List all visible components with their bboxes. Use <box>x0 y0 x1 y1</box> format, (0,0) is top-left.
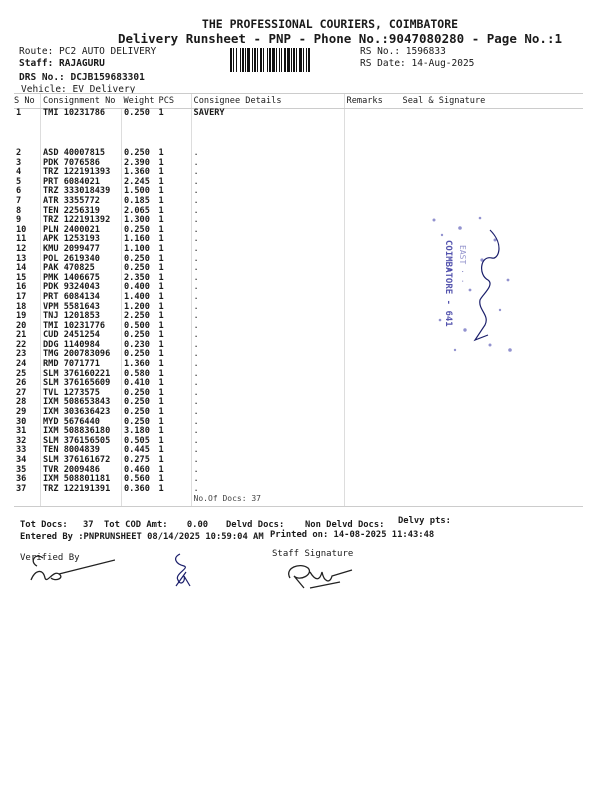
row-consignee-details: . <box>191 341 344 351</box>
row-pcs: 1 <box>158 339 164 350</box>
row-consignment-no: PDK 9324043 <box>41 283 122 293</box>
row-seal <box>389 149 583 159</box>
row-sno: 3 <box>16 157 22 168</box>
table-footer-cell <box>41 494 122 507</box>
table-header-row <box>14 94 583 109</box>
row-weight: 2.350 <box>122 274 157 284</box>
col-remarks: Remarks <box>344 94 389 109</box>
row-consignee-details: . <box>191 466 344 476</box>
row-pcs: 1 <box>158 167 164 178</box>
row-remarks <box>344 187 389 197</box>
row-consignment-no: TEN 8004839 <box>41 446 122 456</box>
row-consignment-no: VPM 5581643 <box>41 303 122 313</box>
row-sno: 37 <box>16 483 27 494</box>
row-remarks <box>344 360 389 370</box>
row-remarks <box>344 341 389 351</box>
row-consignment-no: CUD 2451254 <box>41 331 122 341</box>
stamp-text: COIMBATORE - 641 <box>443 240 453 327</box>
row-remarks <box>344 207 389 217</box>
row-consignee-details: . <box>191 379 344 389</box>
row-pcs: 1 <box>158 474 164 485</box>
row-sno: 2 <box>16 148 22 158</box>
row-remarks <box>344 312 389 322</box>
row-sno: 4 <box>16 167 22 178</box>
row-weight: 0.400 <box>122 283 157 293</box>
row-sno: 11 <box>16 234 27 245</box>
row-consignee-details: . <box>191 331 344 341</box>
row-weight: 0.560 <box>122 475 157 485</box>
row-consignee-details: . <box>191 187 344 197</box>
row-sno: 8 <box>16 205 22 216</box>
row-consignment-no: TMI 10231786 <box>41 109 122 150</box>
row-consignment-no: TVL 1273575 <box>41 389 122 399</box>
row-seal <box>389 418 583 428</box>
row-sno: 34 <box>16 455 27 465</box>
approver-signature <box>168 552 198 590</box>
drs-number: DRS No.: DCJB159683301 <box>19 72 145 83</box>
row-weight: 0.250 <box>122 331 157 341</box>
row-sno: 21 <box>16 330 27 341</box>
row-consignment-no: PRT 6084134 <box>41 293 122 303</box>
row-remarks <box>344 168 389 178</box>
col-seal: Seal & Signature <box>389 94 583 109</box>
row-consignment-no: ATR 3355772 <box>41 197 122 207</box>
row-consignee-details: . <box>191 350 344 360</box>
row-pcs: 1 <box>158 215 164 226</box>
row-consignee-details: . <box>191 427 344 437</box>
row-consignment-no: SLM 376165609 <box>41 379 122 389</box>
table-footer-cell <box>14 494 41 507</box>
row-sno: 26 <box>16 378 27 389</box>
row-pcs: 1 <box>158 426 164 437</box>
row-consignee-details: . <box>191 207 344 217</box>
row-remarks <box>344 216 389 226</box>
row-pcs: 1 <box>158 320 164 331</box>
row-sno: 28 <box>16 397 27 408</box>
row-pcs: 1 <box>158 483 164 494</box>
runsheet-subtitle: Delivery Runsheet - PNP - Phone No.:9047080280 - Page No.:1 <box>117 31 562 46</box>
row-sno: 15 <box>16 272 27 283</box>
row-consignee-details: . <box>191 370 344 380</box>
row-consignment-no: TRZ 122191391 <box>41 485 122 495</box>
row-seal <box>389 475 583 485</box>
row-pcs: 1 <box>158 359 164 370</box>
row-pcs: 1 <box>158 464 164 475</box>
row-remarks <box>344 466 389 476</box>
row-consignment-no: PDK 7076586 <box>41 159 122 169</box>
row-consignment-no: PAK 470825 <box>41 264 122 274</box>
row-pcs: 1 <box>158 311 164 322</box>
row-consignee-details: . <box>191 245 344 255</box>
row-pcs: 1 <box>158 445 164 456</box>
row-seal <box>389 109 583 150</box>
row-consignee-details: . <box>191 360 344 370</box>
row-weight: 0.460 <box>122 466 157 476</box>
tot-cod <box>104 520 208 530</box>
row-pcs: 1 <box>158 176 164 187</box>
table-row <box>14 109 583 150</box>
row-weight: 1.300 <box>122 216 157 226</box>
stamp-text: EAST · · <box>458 245 467 284</box>
row-consignee-details: . <box>191 178 344 188</box>
delvd-docs-label: Delvd Docs: <box>226 520 285 530</box>
printed-on: Printed on: 14-08-2025 11:43:48 <box>270 530 435 540</box>
row-weight: 1.500 <box>122 187 157 197</box>
row-remarks <box>344 379 389 389</box>
row-pcs: 1 <box>158 455 164 465</box>
row-sno: 24 <box>16 359 27 370</box>
row-sno: 32 <box>16 435 27 446</box>
row-pcs: 1 <box>158 435 164 446</box>
row-consignee-details: . <box>191 264 344 274</box>
row-weight: 0.250 <box>122 408 157 418</box>
row-remarks <box>344 408 389 418</box>
rs-number: RS No.: 1596833 <box>360 46 446 57</box>
row-weight: 0.410 <box>122 379 157 389</box>
row-consignee-details: . <box>191 312 344 322</box>
table-footer-cell <box>389 494 583 507</box>
row-seal <box>389 437 583 447</box>
row-seal <box>389 485 583 495</box>
row-consignment-no: TMI 10231776 <box>41 322 122 332</box>
row-consignment-no: TVR 2009486 <box>41 466 122 476</box>
row-sno: 27 <box>16 387 27 398</box>
row-weight: 0.445 <box>122 446 157 456</box>
row-sno: 25 <box>16 368 27 379</box>
delivery-stamp <box>420 200 530 360</box>
row-remarks <box>344 303 389 313</box>
row-pcs: 1 <box>158 397 164 408</box>
handwritten-signature <box>475 230 499 340</box>
company-title: THE PROFESSIONAL COURIERS, COIMBATORE <box>201 17 459 31</box>
delvy-pts-label: Delvy pts: <box>398 516 451 526</box>
row-seal <box>389 168 583 178</box>
row-sno: 36 <box>16 474 27 485</box>
row-consignment-no: DDG 1140984 <box>41 341 122 351</box>
row-pcs: 1 <box>158 282 164 293</box>
row-sno: 30 <box>16 416 27 427</box>
row-pcs: 1 <box>158 387 164 398</box>
row-sno: 23 <box>16 349 27 360</box>
row-pcs: 1 <box>158 243 164 254</box>
row-weight: 0.360 <box>122 485 157 495</box>
row-consignment-no: TNJ 1201853 <box>41 312 122 322</box>
rs-date: RS Date: 14-Aug-2025 <box>360 58 475 69</box>
row-consignee-details: . <box>191 322 344 332</box>
row-seal <box>389 370 583 380</box>
row-pcs: 1 <box>158 195 164 206</box>
row-remarks <box>344 109 389 150</box>
row-consignment-no: TRZ 122191393 <box>41 168 122 178</box>
row-sno: 13 <box>16 253 27 264</box>
row-pcs: 1 <box>158 234 164 245</box>
table-footer-cell <box>344 494 389 507</box>
row-sno: 6 <box>16 186 22 197</box>
verifier-signature <box>25 550 115 590</box>
row-weight: 0.500 <box>122 322 157 332</box>
row-remarks <box>344 418 389 428</box>
row-sno: 7 <box>16 195 22 206</box>
row-consignment-no: TEN 2256319 <box>41 207 122 217</box>
row-remarks <box>344 178 389 188</box>
row-remarks <box>344 446 389 456</box>
row-weight: 0.250 <box>122 389 157 399</box>
col-weight: Weight <box>122 94 157 109</box>
row-seal <box>389 446 583 456</box>
row-remarks <box>344 255 389 265</box>
row-consignee-details: . <box>191 398 344 408</box>
row-consignee-details: . <box>191 293 344 303</box>
row-consignment-no: PLN 2400021 <box>41 226 122 236</box>
staff-label: Staff: RAJAGURU <box>19 58 105 69</box>
row-remarks <box>344 322 389 332</box>
col-consignee: Consignee Details <box>191 94 344 109</box>
row-consignee-details: . <box>191 446 344 456</box>
row-pcs: 1 <box>158 253 164 264</box>
route-label: Route: PC2 AUTO DELIVERY <box>19 46 157 57</box>
row-consignment-no: MYD 5676440 <box>41 418 122 428</box>
row-weight: 0.230 <box>122 341 157 351</box>
row-remarks <box>344 389 389 399</box>
row-consignment-no: ASD 40007815 <box>41 149 122 159</box>
row-weight: 3.180 <box>122 427 157 437</box>
row-remarks <box>344 370 389 380</box>
row-weight: 0.250 <box>122 149 157 159</box>
row-sno: 14 <box>16 263 27 274</box>
row-consignment-no: PMK 1406675 <box>41 274 122 284</box>
row-consignee-details: . <box>191 226 344 236</box>
row-consignee-details: . <box>191 168 344 178</box>
row-remarks <box>344 456 389 466</box>
row-seal <box>389 187 583 197</box>
row-sno: 35 <box>16 464 27 475</box>
row-consignee-details: . <box>191 456 344 466</box>
row-weight: 0.505 <box>122 437 157 447</box>
row-seal <box>389 389 583 399</box>
verified-by-label: Verified By <box>20 553 80 563</box>
row-pcs: 1 <box>158 224 164 235</box>
row-consignment-no: TMG 200783096 <box>41 350 122 360</box>
row-remarks <box>344 293 389 303</box>
row-pcs: 1 <box>158 157 164 168</box>
non-delvd-docs-label: Non Delvd Docs: <box>305 520 385 530</box>
row-weight: 0.250 <box>122 255 157 265</box>
row-consignee-details: . <box>191 475 344 485</box>
row-consignment-no: POL 2619340 <box>41 255 122 265</box>
row-pcs: 1 <box>158 272 164 283</box>
row-remarks <box>344 149 389 159</box>
row-sno: 18 <box>16 301 27 312</box>
tot-cod-label: Tot COD Amt: <box>104 520 168 530</box>
row-weight: 1.400 <box>122 293 157 303</box>
tot-docs-value: 37 <box>82 520 94 530</box>
row-weight: 0.580 <box>122 370 157 380</box>
row-weight: 0.250 <box>122 226 157 236</box>
row-seal <box>389 466 583 476</box>
row-remarks <box>344 245 389 255</box>
row-weight: 2.065 <box>122 207 157 217</box>
row-consignee-details: . <box>191 437 344 447</box>
row-consignment-no: IXM 508801181 <box>41 475 122 485</box>
col-sno: S No <box>14 94 41 109</box>
row-weight: 0.250 <box>122 350 157 360</box>
row-consignee-details: . <box>191 418 344 428</box>
row-consignment-no: SLM 376156505 <box>41 437 122 447</box>
row-consignment-no: IXM 508836180 <box>41 427 122 437</box>
row-pcs: 1 <box>158 186 164 197</box>
row-remarks <box>344 475 389 485</box>
row-consignee-details: . <box>191 255 344 265</box>
staff-signature-label: Staff Signature <box>272 549 354 559</box>
row-consignee-details: SAVERY <box>191 109 344 150</box>
row-pcs: 1 <box>158 378 164 389</box>
row-weight: 1.160 <box>122 235 157 245</box>
staff-signature <box>280 558 355 592</box>
row-sno: 22 <box>16 339 27 350</box>
row-consignment-no: IXM 303636423 <box>41 408 122 418</box>
entered-by: Entered By :PNPRUNSHEET 08/14/2025 10:59:04 AM <box>20 532 264 542</box>
vehicle-label: Vehicle: EV Delivery <box>21 84 136 95</box>
row-remarks <box>344 437 389 447</box>
table-footer-cell <box>157 494 192 507</box>
row-pcs: 1 <box>158 349 164 360</box>
row-consignment-no: KMU 2099477 <box>41 245 122 255</box>
row-consignment-no: IXM 508653843 <box>41 398 122 408</box>
row-weight: 0.250 <box>122 264 157 274</box>
row-weight: 0.250 <box>122 418 157 428</box>
row-pcs: 1 <box>158 301 164 312</box>
row-consignment-no: RMD 7071771 <box>41 360 122 370</box>
row-consignee-details: . <box>191 303 344 313</box>
row-weight: 2.250 <box>122 312 157 322</box>
row-consignee-details: . <box>191 283 344 293</box>
row-remarks <box>344 427 389 437</box>
row-remarks <box>344 264 389 274</box>
row-consignee-details: . <box>191 389 344 399</box>
row-consignee-details: . <box>191 235 344 245</box>
table-row <box>14 485 583 495</box>
row-weight: 0.250 <box>122 109 157 150</box>
row-weight: 1.360 <box>122 168 157 178</box>
row-pcs: 1 <box>158 263 164 274</box>
row-pcs: 1 <box>158 330 164 341</box>
row-sno: 5 <box>16 176 22 187</box>
row-sno: 1 <box>16 108 22 118</box>
row-consignee-details: . <box>191 197 344 207</box>
row-weight: 0.250 <box>122 398 157 408</box>
col-consignment: Consignment No <box>41 94 122 109</box>
row-pcs: 1 <box>158 148 164 158</box>
tot-docs-label: Tot Docs: <box>20 520 68 530</box>
row-consignment-no: SLM 376161672 <box>41 456 122 466</box>
row-sno: 9 <box>16 215 22 226</box>
row-remarks <box>344 350 389 360</box>
tot-cod-value: 0.00 <box>186 520 209 530</box>
row-remarks <box>344 274 389 284</box>
row-consignment-no: TRZ 333018439 <box>41 187 122 197</box>
row-remarks <box>344 159 389 169</box>
row-remarks <box>344 197 389 207</box>
row-consignee-details: . <box>191 149 344 159</box>
row-pcs: 1 <box>158 407 164 418</box>
row-seal <box>389 398 583 408</box>
row-remarks <box>344 235 389 245</box>
row-sno: 17 <box>16 291 27 302</box>
row-consignment-no: PRT 6084021 <box>41 178 122 188</box>
no-of-docs: No.Of Docs: 37 <box>191 494 344 507</box>
row-consignee-details: . <box>191 274 344 284</box>
row-consignee-details: . <box>191 216 344 226</box>
row-pcs: 1 <box>158 108 164 118</box>
row-remarks <box>344 283 389 293</box>
row-pcs: 1 <box>158 416 164 427</box>
row-remarks <box>344 398 389 408</box>
row-consignment-no: TRZ 122191392 <box>41 216 122 226</box>
row-weight: 1.200 <box>122 303 157 313</box>
row-pcs: 1 <box>158 205 164 216</box>
row-remarks <box>344 485 389 495</box>
row-consignment-no: APK 1253193 <box>41 235 122 245</box>
row-sno: 10 <box>16 224 27 235</box>
row-seal <box>389 379 583 389</box>
row-sno: 29 <box>16 407 27 418</box>
row-weight: 1.100 <box>122 245 157 255</box>
table-footer-row <box>14 494 583 507</box>
row-seal <box>389 360 583 370</box>
row-sno: 20 <box>16 320 27 331</box>
row-sno: 19 <box>16 311 27 322</box>
row-seal <box>389 408 583 418</box>
row-sno: 12 <box>16 243 27 254</box>
row-weight: 2.245 <box>122 178 157 188</box>
col-pcs: PCS <box>157 94 192 109</box>
row-seal <box>389 427 583 437</box>
row-remarks <box>344 226 389 236</box>
row-consignment-no: SLM 376160221 <box>41 370 122 380</box>
row-seal <box>389 159 583 169</box>
row-weight: 2.390 <box>122 159 157 169</box>
row-weight: 0.185 <box>122 197 157 207</box>
row-sno: 33 <box>16 445 27 456</box>
barcode-bar <box>308 48 310 72</box>
row-pcs: 1 <box>158 368 164 379</box>
row-remarks <box>344 331 389 341</box>
row-seal <box>389 178 583 188</box>
table-footer-cell <box>122 494 157 507</box>
row-consignee-details: . <box>191 159 344 169</box>
tot-docs <box>20 520 94 530</box>
row-pcs: 1 <box>158 291 164 302</box>
row-weight: 0.275 <box>122 456 157 466</box>
row-sno: 16 <box>16 282 27 293</box>
row-seal <box>389 456 583 466</box>
row-consignee-details: . <box>191 408 344 418</box>
row-consignee-details: . <box>191 485 344 495</box>
barcode <box>230 48 356 72</box>
row-weight: 1.360 <box>122 360 157 370</box>
row-sno: 31 <box>16 426 27 437</box>
